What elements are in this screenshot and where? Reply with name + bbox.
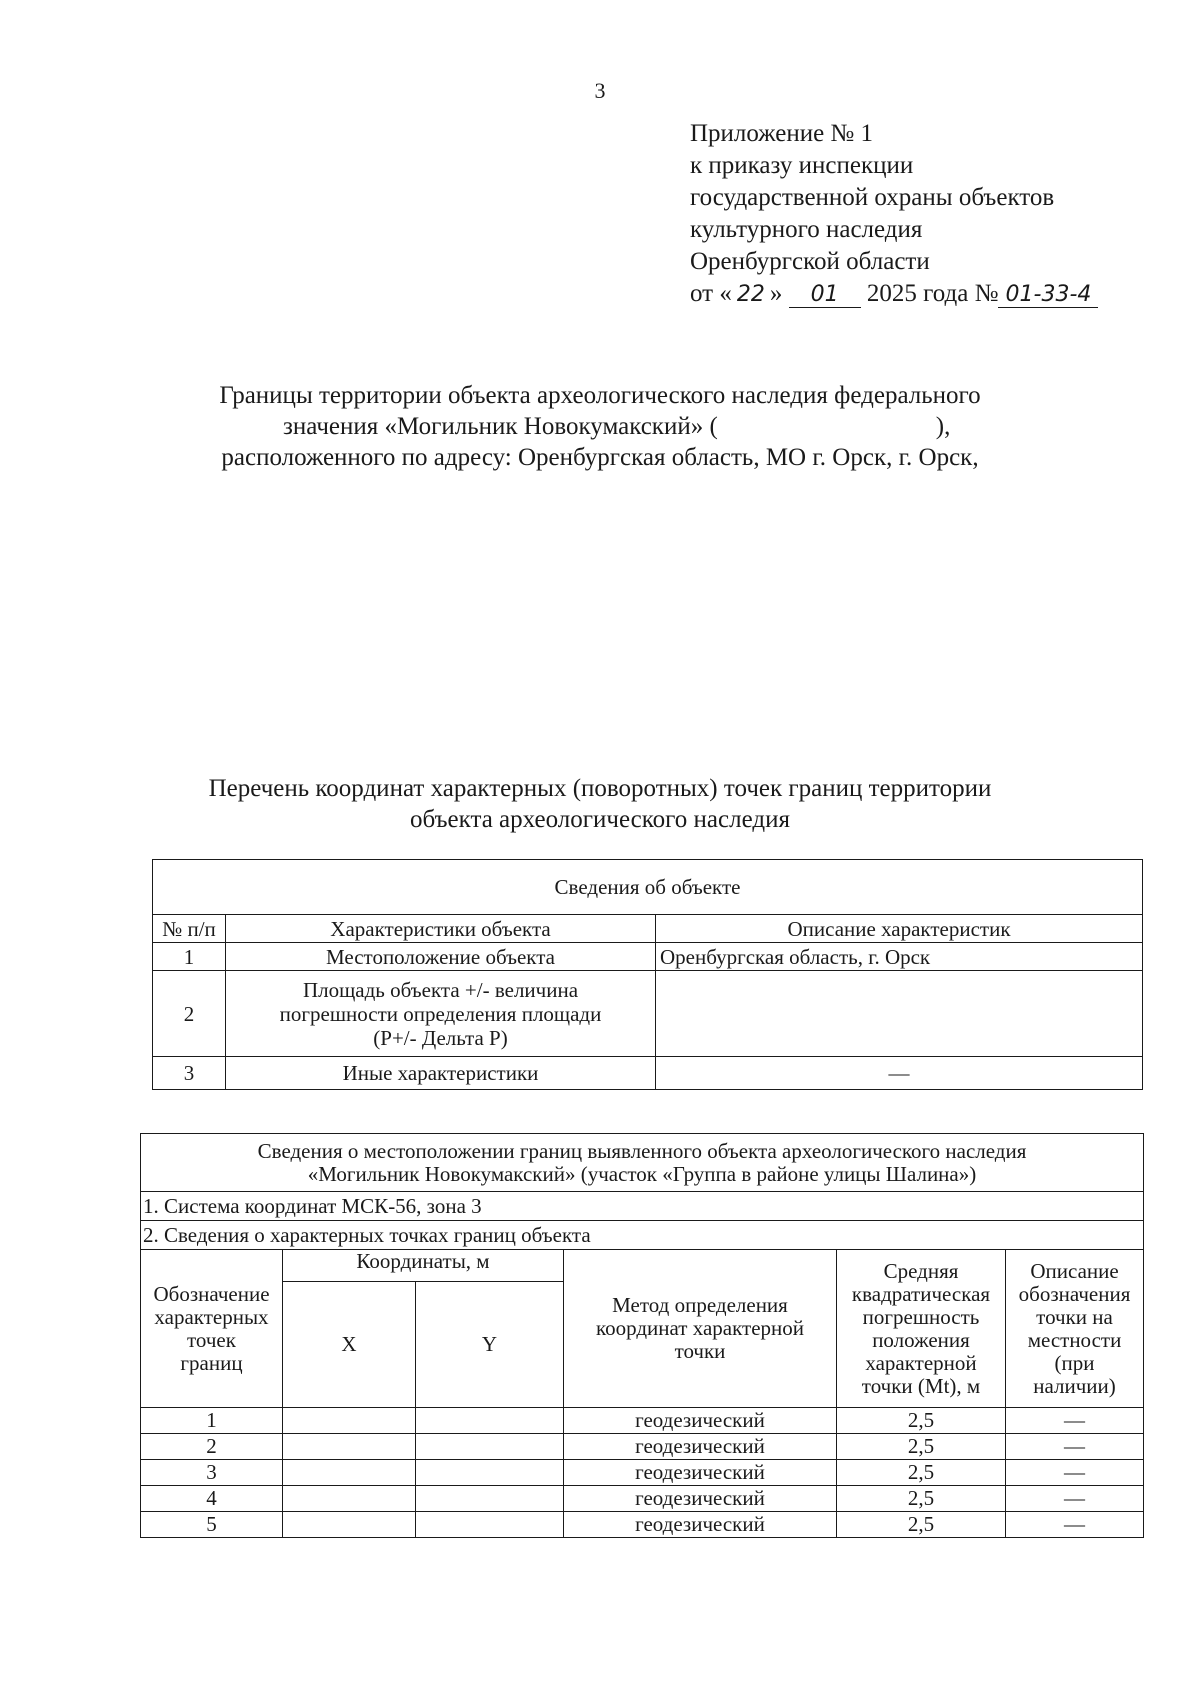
table-row xyxy=(141,1408,1144,1434)
point-id: 1 xyxy=(141,1408,283,1434)
header-line: Сведения о местоположении границ выявленного объекта археологического наследия xyxy=(257,1138,1027,1163)
date-month: 01 xyxy=(789,283,861,308)
table-row xyxy=(153,915,1143,943)
table-row xyxy=(153,860,1143,915)
point-description: — xyxy=(1006,1434,1144,1460)
column-header: Характеристики объекта xyxy=(226,915,656,943)
header-line: характерной xyxy=(865,1350,977,1375)
boundary-coordinates-table xyxy=(140,1133,1144,1538)
point-description: — xyxy=(1006,1486,1144,1512)
point-description: — xyxy=(1006,1460,1144,1486)
title-line-2-start: значения «Могильник Новокумакский» ( xyxy=(283,413,718,440)
table-row xyxy=(153,971,1143,1057)
appendix-line-5: Оренбургской области xyxy=(690,248,930,275)
date-mid: » xyxy=(769,280,783,307)
header-line: Обозначение xyxy=(153,1281,270,1306)
title-line-1: Границы территории объекта археологического наследия федерального xyxy=(219,382,981,409)
point-id: 4 xyxy=(141,1486,283,1512)
coord-x xyxy=(283,1460,416,1486)
error: 2,5 xyxy=(837,1486,1006,1512)
error: 2,5 xyxy=(837,1434,1006,1460)
title-line-2 xyxy=(0,411,1200,442)
header-line: точек xyxy=(187,1327,236,1352)
page-number: 3 xyxy=(594,78,606,103)
table-row xyxy=(141,1460,1144,1486)
error: 2,5 xyxy=(837,1408,1006,1434)
point-id: 5 xyxy=(141,1512,283,1538)
column-header-method xyxy=(564,1250,837,1408)
coord-x xyxy=(283,1434,416,1460)
column-header-coordinates: Координаты, м xyxy=(283,1250,564,1282)
object-table-header: Сведения об объекте xyxy=(153,860,1143,915)
table-row xyxy=(141,1250,1144,1282)
appendix-line-1: Приложение № 1 xyxy=(690,120,874,147)
characteristic-name: Иные характеристики xyxy=(226,1057,656,1090)
appendix-line-3: государственной охраны объектов xyxy=(690,184,1055,211)
column-header-point xyxy=(141,1250,283,1408)
name-line: погрешности определения площади xyxy=(279,1001,602,1026)
title-line-2-end: ), xyxy=(935,413,951,440)
error: 2,5 xyxy=(837,1460,1006,1486)
method: геодезический xyxy=(564,1460,837,1486)
date-year: 2025 года № xyxy=(866,280,999,307)
header-line: координат характерной xyxy=(596,1316,804,1340)
row-number: 3 xyxy=(153,1057,226,1090)
row-number: 2 xyxy=(153,971,226,1057)
column-header-description xyxy=(1006,1250,1144,1408)
object-info-table xyxy=(152,859,1143,1090)
point-description: — xyxy=(1006,1408,1144,1434)
table-row xyxy=(153,1057,1143,1090)
table-row xyxy=(141,1134,1144,1192)
name-line: Площадь объекта +/- величина xyxy=(302,977,579,1002)
column-header-y: Y xyxy=(416,1282,564,1408)
header-line: положения xyxy=(872,1327,970,1352)
order-number: 01-33-4 xyxy=(998,283,1098,308)
header-line: обозначения xyxy=(1018,1281,1131,1306)
coord-y xyxy=(416,1408,564,1434)
header-line: погрешность xyxy=(862,1304,980,1329)
header-line: наличии) xyxy=(1033,1373,1116,1398)
table-row xyxy=(141,1221,1144,1250)
coordinates-list-title xyxy=(0,773,1200,835)
point-id: 3 xyxy=(141,1460,283,1486)
header-line: характерных xyxy=(154,1304,269,1329)
date-prefix: от « xyxy=(690,280,732,307)
characteristic-name: Местоположение объекта xyxy=(226,943,656,971)
column-header: № п/п xyxy=(153,915,226,943)
coord-y xyxy=(416,1434,564,1460)
table-row xyxy=(153,943,1143,971)
header-line: точки (Mt), м xyxy=(861,1373,981,1398)
list-title-line-2: объекта археологического наследия xyxy=(410,806,790,833)
method: геодезический xyxy=(564,1512,837,1538)
name-line: (Р+/- Дельта Р) xyxy=(373,1025,508,1050)
table-row xyxy=(141,1486,1144,1512)
coord-y xyxy=(416,1512,564,1538)
header-line: Метод определения xyxy=(612,1293,788,1317)
header-line: местности xyxy=(1027,1327,1122,1352)
coord-x xyxy=(283,1408,416,1434)
column-header: Описание характеристик xyxy=(656,915,1143,943)
header-line: (при xyxy=(1054,1350,1095,1375)
characteristic-name xyxy=(226,971,656,1057)
method: геодезический xyxy=(564,1434,837,1460)
point-description: — xyxy=(1006,1512,1144,1538)
characteristic-value: — xyxy=(656,1057,1143,1090)
coord-x xyxy=(283,1512,416,1538)
method: геодезический xyxy=(564,1486,837,1512)
coord-y xyxy=(416,1460,564,1486)
table-row xyxy=(141,1512,1144,1538)
table-row xyxy=(141,1192,1144,1221)
point-id: 2 xyxy=(141,1434,283,1460)
coord-y xyxy=(416,1486,564,1512)
characteristic-value: Оренбургская область, г. Орск xyxy=(656,943,1143,971)
header-line: точки xyxy=(674,1339,726,1363)
appendix-line-4: культурного наследия xyxy=(690,216,923,243)
header-line: точки на xyxy=(1036,1304,1113,1329)
column-header-x: X xyxy=(283,1282,416,1408)
row-number: 1 xyxy=(153,943,226,971)
coord-x xyxy=(283,1486,416,1512)
table-row xyxy=(141,1434,1144,1460)
characteristic-value xyxy=(656,971,1143,1057)
document-title xyxy=(0,380,1200,473)
header-line: «Могильник Новокумакский» (участок «Группа в районе улицы Шалина») xyxy=(307,1161,977,1186)
column-header-error xyxy=(837,1250,1006,1408)
header-line: границ xyxy=(180,1350,243,1375)
points-info-heading: 2. Сведения о характерных точках границ объекта xyxy=(141,1221,1144,1250)
coords-table-header xyxy=(141,1134,1144,1192)
appendix-date-line xyxy=(690,278,1098,310)
appendix-line-2: к приказу инспекции xyxy=(690,152,914,179)
method: геодезический xyxy=(564,1408,837,1434)
header-line: квадратическая xyxy=(851,1281,991,1306)
title-line-3: расположенного по адресу: Оренбургская область, МО г. Орск, г. Орск, xyxy=(221,444,979,471)
coordinate-system: 1. Система координат МСК-56, зона 3 xyxy=(141,1192,1144,1221)
header-line: Описание xyxy=(1030,1258,1119,1283)
header-line: Средняя xyxy=(883,1258,959,1283)
appendix-block xyxy=(690,118,1098,310)
list-title-line-1: Перечень координат характерных (поворотных) точек границ территории xyxy=(208,775,992,802)
date-day: 22 xyxy=(736,282,765,307)
error: 2,5 xyxy=(837,1512,1006,1538)
